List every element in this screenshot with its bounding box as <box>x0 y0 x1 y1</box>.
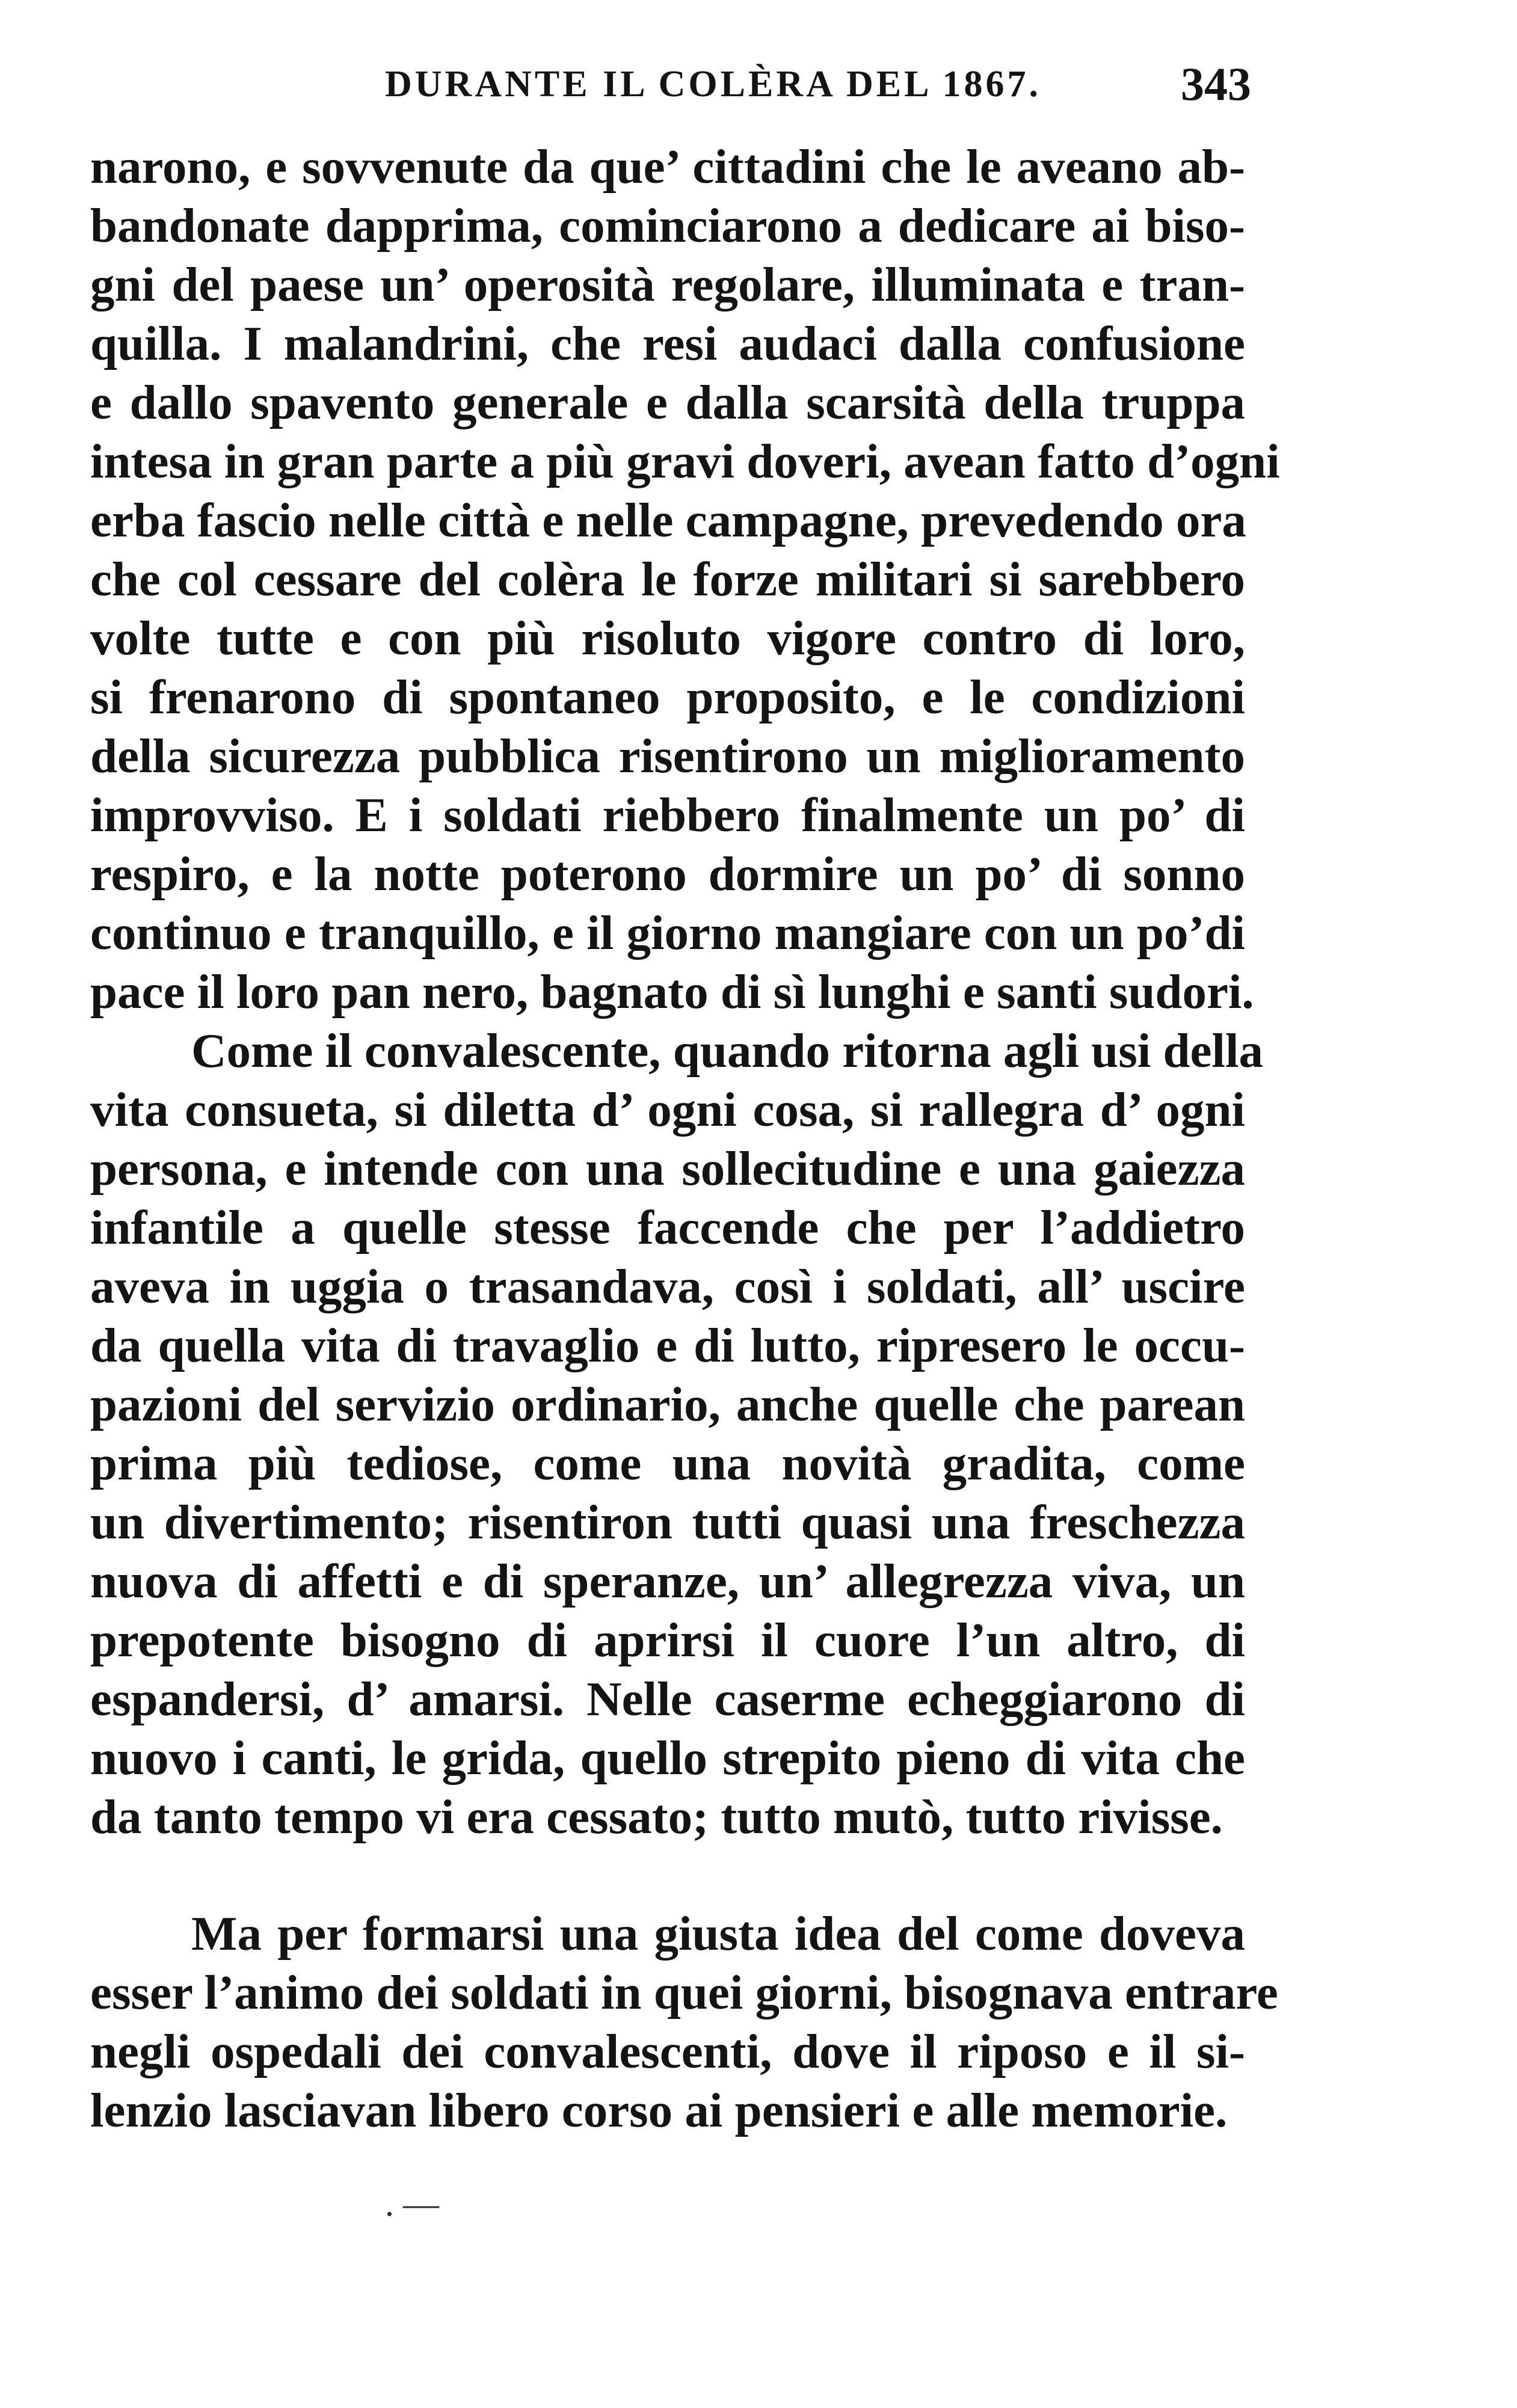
text-line: volte tutte e con più risoluto vigore contro di loro, <box>90 611 1245 665</box>
running-head <box>337 57 1251 123</box>
text-line: Come il convalescente, quando ritorna agli usi della <box>191 1024 1263 1078</box>
text-line: esser l’animo dei soldati in quei giorni, bisognava entrare <box>90 1965 1278 2019</box>
paragraph-3 <box>90 1904 1278 2140</box>
text-line: respiro, e la notte poterono dormire un po’ di sonno <box>90 847 1245 901</box>
text-line: narono, e sovvenute da que’ cittadini che le aveano ab- <box>90 140 1245 194</box>
text-line: gni del paese un’ operosità regolare, illuminata e tran- <box>90 257 1245 312</box>
text-line: un divertimento; risentiron tutti quasi una freschezza <box>90 1495 1245 1549</box>
text-line: si frenarono di spontaneo proposito, e le condizioni <box>90 670 1245 724</box>
text-line: quilla. I malandrini, che resi audaci dalla confusione <box>90 316 1245 370</box>
text-line: da tanto tempo vi era cessato; tutto mutò, tutto rivisse. <box>90 1790 1223 1844</box>
text-line: bandonate dapprima, cominciarono a dedicare ai biso- <box>90 198 1245 253</box>
text-line: aveva in uggia o trasandava, così i soldati, all’ uscire <box>90 1259 1245 1313</box>
running-title: DURANTE IL COLÈRA DEL 1867. <box>385 64 1042 105</box>
text-line: Ma per formarsi una giusta idea del come doveva <box>191 1906 1245 1961</box>
text-line: improvviso. E i soldati riebbero finalmente un po’ di <box>90 788 1245 842</box>
text-line: vita consueta, si diletta d’ ogni cosa, si rallegra d’ ogni <box>90 1083 1245 1137</box>
text-line: della sicurezza pubblica risentirono un miglioramento <box>90 729 1245 783</box>
paragraph-2 <box>90 1021 1263 1846</box>
text-line: prepotente bisogno di aprirsi il cuore l’un altro, di <box>90 1613 1245 1667</box>
text-line: pace il loro pan nero, bagnato di sì lunghi e santi sudori. <box>90 965 1254 1019</box>
text-line: nuovo i canti, le grida, quello strepito pieno di vita che <box>90 1731 1245 1785</box>
text-line: e dallo spavento generale e dalla scarsità della truppa <box>90 375 1245 429</box>
text-line: infantile a quelle stesse faccende che per l’addietro <box>90 1200 1245 1255</box>
text-line: persona, e intende con una sollecitudine e una gaiezza <box>90 1141 1245 1196</box>
text-line: lenzio lasciavan libero corso ai pensieri e alle memorie. <box>90 2083 1228 2137</box>
page-number: 343 <box>1181 58 1251 110</box>
text-line: continuo e tranquillo, e il giorno mangiare con un po’di <box>90 906 1245 960</box>
text-line: espandersi, d’ amarsi. Nelle caserme echeggiarono di <box>90 1672 1245 1726</box>
text-line: erba fascio nelle città e nelle campagne, prevedendo ora <box>90 493 1246 547</box>
body-text <box>90 137 1280 2140</box>
text-line: che col cessare del colèra le forze militari si sarebbero <box>90 552 1245 606</box>
text-line: prima più tediose, come una novità gradita, come <box>90 1436 1245 1490</box>
text-line: negli ospedali dei convalescenti, dove il riposo e il si- <box>90 2024 1245 2078</box>
page-specks: . — <box>385 2184 439 2223</box>
text-line: nuova di affetti e di speranze, un’ allegrezza viva, un <box>90 1554 1245 1608</box>
paragraph-spacer <box>90 1846 1245 1904</box>
text-line: pazioni del servizio ordinario, anche quelle che parean <box>90 1377 1245 1431</box>
text-line: intesa in gran parte a più gravi doveri, avean fatto d’ogni <box>90 434 1280 488</box>
paragraph-1 <box>90 137 1280 1021</box>
text-line: da quella vita di travaglio e di lutto, ripresero le occu- <box>90 1318 1245 1372</box>
